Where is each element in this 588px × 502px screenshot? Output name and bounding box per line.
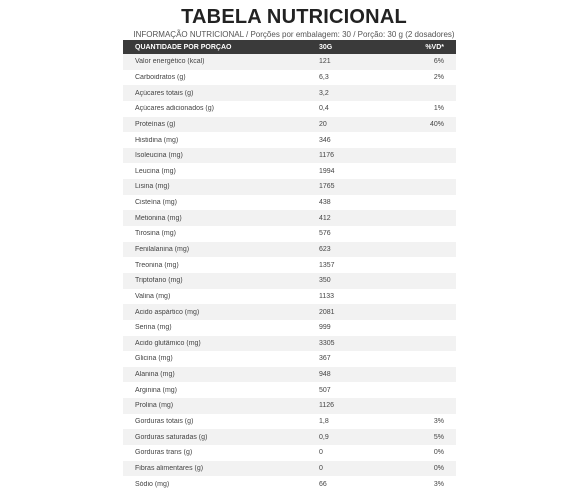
table-row	[123, 85, 456, 101]
table-row	[123, 257, 456, 273]
table-row	[123, 461, 456, 477]
row-vd: 1%	[433, 105, 444, 113]
row-vd: 5%	[433, 433, 444, 441]
row-vd: 6%	[433, 58, 444, 66]
row-name: Tirosina (mg)	[135, 230, 176, 238]
row-name: Valina (mg)	[135, 292, 171, 300]
table-row	[123, 226, 456, 242]
row-name: Açúcares totais (g)	[135, 89, 194, 97]
row-amount: 6,3	[319, 73, 329, 81]
table-row	[123, 273, 456, 289]
table-row	[123, 132, 456, 148]
nutrition-table	[123, 40, 456, 492]
row-amount: 66	[319, 480, 327, 488]
table-row	[123, 54, 456, 70]
row-vd: 0%	[433, 464, 444, 472]
table-header	[123, 40, 456, 54]
row-name: Proteínas (g)	[135, 120, 176, 128]
row-amount: 1765	[319, 183, 335, 191]
row-name: Ácido aspártico (mg)	[135, 308, 200, 316]
header-quantity: QUANTIDADE POR PORÇÃO	[135, 43, 232, 51]
row-amount: 1126	[319, 402, 335, 410]
row-vd: 40%	[429, 120, 444, 128]
row-name: Fenilalanina (mg)	[135, 246, 190, 253]
row-amount: 0	[319, 449, 323, 457]
row-name: Carboidratos (g)	[135, 73, 186, 81]
row-name: Serina (mg)	[135, 324, 172, 332]
row-amount: 1133	[319, 292, 335, 300]
row-amount: 3305	[319, 339, 335, 347]
row-amount: 1,8	[319, 418, 329, 426]
table-row	[123, 429, 456, 445]
row-name: Sódio (mg)	[135, 480, 170, 488]
row-name: Leucina (mg)	[135, 167, 176, 175]
row-amount: 0,9	[319, 433, 329, 441]
row-amount: 438	[319, 199, 331, 207]
row-amount: 2081	[319, 308, 335, 316]
row-vd: 3%	[433, 418, 444, 426]
row-name: Metionina (mg)	[135, 214, 182, 222]
row-amount: 1357	[319, 261, 335, 269]
row-amount: 1994	[319, 167, 335, 175]
table-row	[123, 382, 456, 398]
row-amount: 20	[319, 120, 327, 128]
table-row	[123, 398, 456, 414]
table-row	[123, 289, 456, 305]
row-amount: 0	[319, 464, 323, 472]
table-row	[123, 117, 456, 133]
row-amount: 576	[319, 230, 331, 238]
row-name: Fibras alimentares (g)	[135, 464, 204, 472]
row-amount: 999	[319, 324, 331, 332]
table-row	[123, 210, 456, 226]
table-row	[123, 445, 456, 461]
table-row	[123, 476, 456, 492]
table-body	[123, 54, 456, 492]
table-row	[123, 242, 456, 258]
row-amount: 346	[319, 136, 331, 144]
row-name: Isoleucina (mg)	[135, 152, 183, 160]
row-amount: 367	[319, 355, 331, 363]
row-vd: 0%	[433, 449, 444, 457]
row-name: Açúcares adicionados (g)	[135, 105, 214, 113]
row-amount: 1176	[319, 152, 335, 160]
row-name: Ácido glutâmico (mg)	[135, 339, 201, 347]
row-amount: 121	[319, 58, 331, 66]
table-row	[123, 320, 456, 336]
row-name: Cisteína (mg)	[135, 199, 178, 207]
table-row	[123, 148, 456, 164]
row-name: Triptofano (mg)	[135, 277, 183, 285]
table-row	[123, 336, 456, 352]
table-row	[123, 351, 456, 367]
row-name: Treonina (mg)	[135, 261, 179, 269]
row-amount: 948	[319, 371, 331, 379]
header-vd: %VD*	[425, 43, 444, 51]
page-subtitle: INFORMAÇÃO NUTRICIONAL / Porções por embalagem: 30 / Porção: 30 g (2 dosadores)	[133, 30, 455, 39]
row-amount: 0,4	[319, 105, 329, 113]
table-row	[123, 367, 456, 383]
table-row	[123, 304, 456, 320]
table-row	[123, 101, 456, 117]
row-name: Alanina (mg)	[135, 371, 175, 379]
table-row	[123, 163, 456, 179]
table-row	[123, 179, 456, 195]
row-name: Histidina (mg)	[135, 136, 179, 144]
header-portion: 30G	[319, 43, 333, 51]
row-amount: 350	[319, 277, 331, 285]
page-title: TABELA NUTRICIONAL	[181, 6, 407, 28]
table-row	[123, 195, 456, 211]
row-name: Arginina (mg)	[135, 386, 178, 394]
row-name: Glicina (mg)	[135, 355, 173, 363]
row-amount: 412	[319, 214, 331, 222]
row-amount: 623	[319, 246, 331, 253]
row-name: Gorduras trans (g)	[135, 449, 193, 457]
table-row	[123, 70, 456, 86]
row-amount: 3,2	[319, 89, 329, 97]
table-row	[123, 414, 456, 430]
row-name: Lisina (mg)	[135, 183, 170, 191]
row-name: Valor energético (kcal)	[135, 58, 205, 66]
row-vd: 3%	[433, 480, 444, 488]
row-name: Gorduras totais (g)	[135, 418, 194, 426]
row-name: Prolina (mg)	[135, 402, 174, 410]
row-name: Gorduras saturadas (g)	[135, 433, 208, 441]
row-amount: 507	[319, 386, 331, 394]
row-vd: 2%	[433, 73, 444, 81]
